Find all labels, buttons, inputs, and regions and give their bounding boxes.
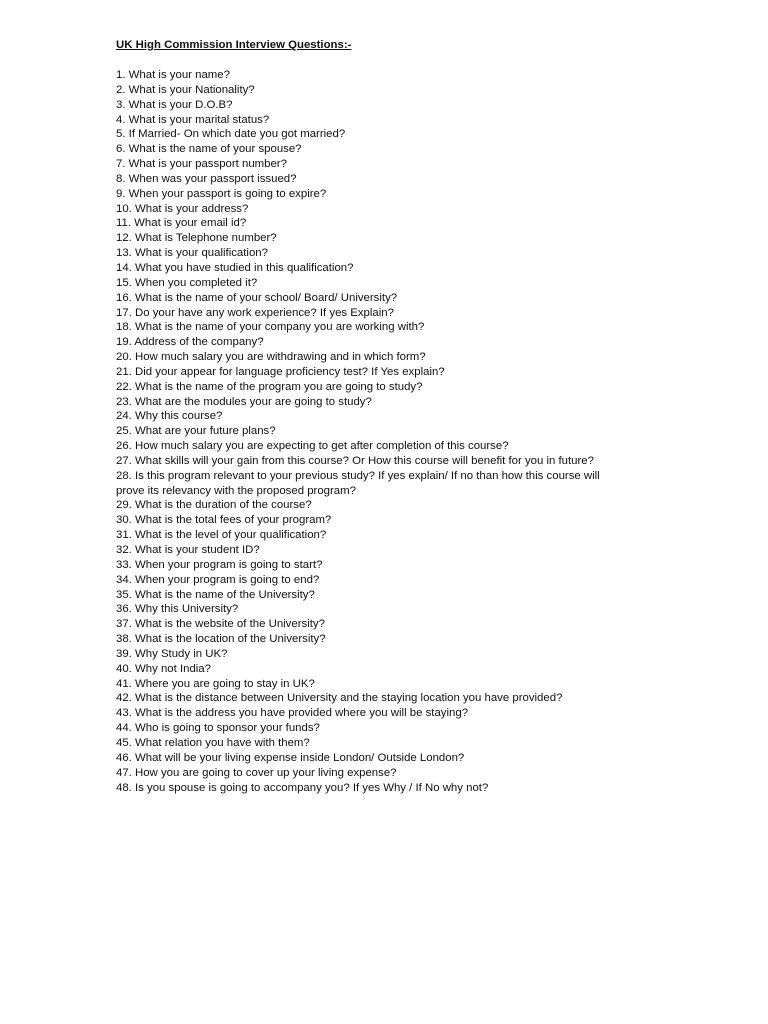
question-item: 4. What is your marital status? bbox=[116, 113, 270, 126]
question-item: 37. What is the website of the University? bbox=[116, 618, 325, 631]
question-item: 10. What is your address? bbox=[116, 202, 249, 215]
question-item: 31. What is the level of your qualification? bbox=[116, 529, 327, 542]
document-body bbox=[116, 38, 636, 795]
question-item: 23. What are the modules your are going to study? bbox=[116, 395, 372, 408]
question-item: 32. What is your student ID? bbox=[116, 544, 260, 556]
question-item: 46. What will be your living expense inside London/ Outside London? bbox=[116, 751, 465, 764]
question-item: 34. When your program is going to end? bbox=[116, 573, 320, 586]
question-item: 16. What is the name of your school/ Board/ University? bbox=[116, 291, 398, 304]
question-item: 35. What is the name of the University? bbox=[116, 588, 315, 601]
question-item: 14. What you have studied in this qualification? bbox=[116, 261, 354, 274]
question-item: 28. Is this program relevant to your previous study? If yes explain/ If no than how this course will prove its relevancy with the proposed program? bbox=[116, 469, 600, 497]
question-item: 6. What is the name of your spouse? bbox=[116, 143, 302, 156]
question-item: 26. How much salary you are expecting to get after completion of this course? bbox=[116, 440, 509, 453]
question-item: 12. What is Telephone number? bbox=[116, 232, 277, 245]
question-item: 20. How much salary you are withdrawing and in which form? bbox=[116, 351, 426, 364]
question-item: 48. Is you spouse is going to accompany you? If yes Why / If No why not? bbox=[116, 781, 489, 794]
question-item: 15. When you completed it? bbox=[116, 276, 258, 289]
question-item: 36. Why this University? bbox=[116, 603, 239, 616]
question-item: 2. What is your Nationality? bbox=[116, 83, 255, 96]
question-item: 7. What is your passport number? bbox=[116, 158, 287, 171]
question-item: 30. What is the total fees of your program? bbox=[116, 514, 332, 527]
question-item: 43. What is the address you have provided where you will be staying? bbox=[116, 707, 469, 720]
question-item: 24. Why this course? bbox=[116, 410, 223, 423]
question-item: 8. When was your passport issued? bbox=[116, 172, 297, 185]
question-item: 19. Address of the company? bbox=[116, 336, 264, 349]
question-item: 3. What is your D.O.B? bbox=[116, 98, 233, 111]
question-item: 38. What is the location of the University? bbox=[116, 633, 326, 646]
question-item: 27. What skills will your gain from this course? Or How this course will benefit for you in future? bbox=[116, 454, 594, 467]
question-item: 25. What are your future plans? bbox=[116, 425, 276, 438]
question-item: 21. Did your appear for language proficiency test? If Yes explain? bbox=[116, 365, 445, 378]
question-item: 1. What is your name? bbox=[116, 69, 230, 81]
question-item: 29. What is the duration of the course? bbox=[116, 499, 312, 512]
question-item: 41. Where you are going to stay in UK? bbox=[116, 677, 315, 690]
question-item: 17. Do your have any work experience? If yes Explain? bbox=[116, 306, 394, 319]
question-item: 42. What is the distance between University and the staying location you have provided? bbox=[116, 692, 563, 705]
question-item: 22. What is the name of the program you are going to study? bbox=[116, 380, 423, 393]
question-item: 44. Who is going to sponsor your funds? bbox=[116, 722, 320, 735]
question-list bbox=[116, 68, 636, 795]
question-item: 5. If Married- On which date you got married? bbox=[116, 128, 346, 141]
question-item: 47. How you are going to cover up your living expense? bbox=[116, 766, 397, 779]
question-item: 9. When your passport is going to expire? bbox=[116, 187, 327, 200]
document-title: UK High Commission Interview Questions:- bbox=[116, 39, 352, 51]
question-item: 45. What relation you have with them? bbox=[116, 736, 310, 749]
question-item: 18. What is the name of your company you are working with? bbox=[116, 321, 425, 334]
question-item: 39. Why Study in UK? bbox=[116, 647, 228, 660]
question-item: 11. What is your email id? bbox=[116, 217, 247, 230]
question-item: 33. When your program is going to start? bbox=[116, 558, 323, 571]
question-item: 13. What is your qualification? bbox=[116, 247, 268, 260]
question-item: 40. Why not India? bbox=[116, 662, 211, 675]
